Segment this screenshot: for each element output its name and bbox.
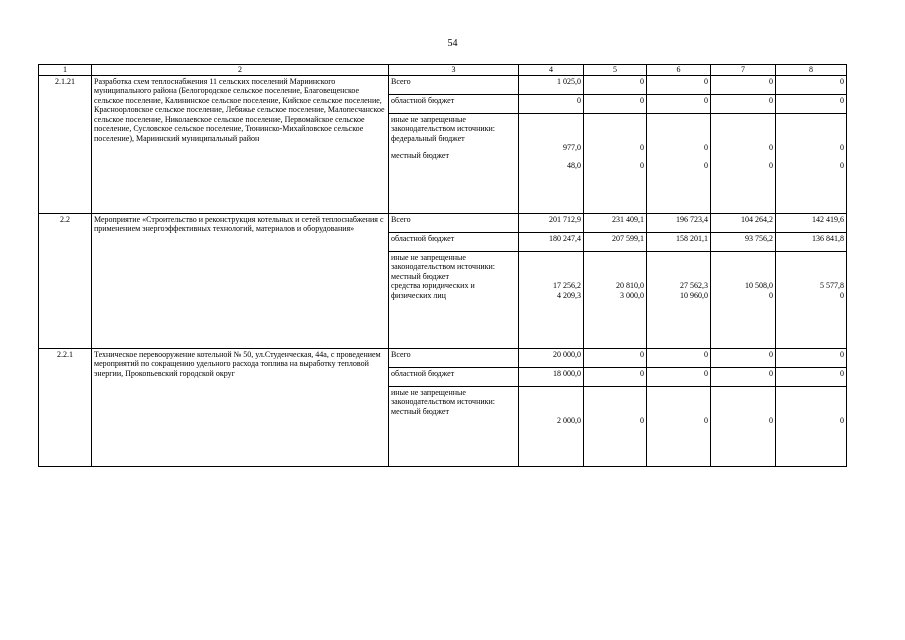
- value-cell: 20 810,0 3 000,0: [584, 251, 647, 348]
- value-cell: 0 0: [776, 113, 847, 213]
- value-cell: 104 264,2: [711, 213, 776, 232]
- value-cell: 2 000,0: [519, 386, 584, 466]
- table-row-total: [39, 348, 847, 367]
- value-cell: 180 247,4: [519, 232, 584, 251]
- value-cell: 0: [584, 94, 647, 113]
- value-cell: 0: [776, 386, 847, 466]
- value-cell: 136 841,8: [776, 232, 847, 251]
- column-header: 5: [584, 65, 647, 76]
- other-sources-cell: [389, 113, 519, 213]
- value-cell: 0: [711, 348, 776, 367]
- column-header: 2: [92, 65, 389, 76]
- value-cell: 0: [776, 348, 847, 367]
- source-label: областной бюджет: [389, 367, 519, 386]
- value-cell: 0: [711, 94, 776, 113]
- value-cell: 18 000,0: [519, 367, 584, 386]
- value-cell: 977,0 48,0: [519, 113, 584, 213]
- page-number: 54: [447, 38, 458, 49]
- value-cell: 0: [519, 94, 584, 113]
- item-description: Мероприятие «Строительство и реконструкция котельных и сетей теплоснабжения с применением энергоэффективных технологий, материалов и оборудования»: [92, 213, 389, 348]
- value-cell: 0: [584, 367, 647, 386]
- table-row-total: [39, 75, 847, 94]
- value-cell: 0 0: [584, 113, 647, 213]
- column-header-row: [39, 65, 847, 76]
- value-cell: 0 0: [647, 113, 711, 213]
- value-cell: 0: [647, 348, 711, 367]
- item-code: 2.1.21: [39, 75, 92, 213]
- other-sources-header: иные не запрещенные законодательством источники:: [391, 252, 496, 271]
- value-cell: 20 000,0: [519, 348, 584, 367]
- value-cell: 201 712,9: [519, 213, 584, 232]
- column-header: 6: [647, 65, 711, 76]
- column-header: 3: [389, 65, 519, 76]
- value-cell: 10 508,0 0: [711, 251, 776, 348]
- value-cell: 0: [776, 94, 847, 113]
- source-label: областной бюджет: [389, 232, 519, 251]
- value-cell: 142 419,6: [776, 213, 847, 232]
- value-cell: 207 599,1: [584, 232, 647, 251]
- value-cell: 0: [584, 75, 647, 94]
- item-code: 2.2.1: [39, 348, 92, 466]
- item-description: Техническое перевооружение котельной № 50, ул.Студенческая, 44а, с проведением мероприятий по сокращению удельного расхода топлива на выработку тепловой энергии, Прокопьевский городской округ: [92, 348, 389, 466]
- other-sources-header: иные не запрещенные законодательством источники:: [391, 387, 496, 406]
- value-cell: 196 723,4: [647, 213, 711, 232]
- table-row-total: [39, 213, 847, 232]
- value-cell: 27 562,3 10 960,0: [647, 251, 711, 348]
- value-cell: 0: [776, 367, 847, 386]
- value-cell: 158 201,1: [647, 232, 711, 251]
- value-cell: 0: [711, 367, 776, 386]
- value-cell: 1 025,0: [519, 75, 584, 94]
- value-cell: 0: [647, 386, 711, 466]
- source-label: областной бюджет: [389, 94, 519, 113]
- column-header: 1: [39, 65, 92, 76]
- item-description: Разработка схем теплоснабжения 11 сельских поселений Мариинского муниципального района (Белогородское сельское поселение, Благовещенское сельское поселение, Калининское сельское поселение, Кийское сельское поселение, Красноорловское сельское поселение, Лебяжье сельское поселение, Малопесчанское сельское поселение, Николаевское сельское поселение, Первомайское сельское поселение, Сусловское сельское поселение, Тюнинско-Михайловское сельское поселение), Мариинский муниципальный район: [92, 75, 389, 213]
- value-cell: 0: [711, 386, 776, 466]
- value-cell: 0: [584, 386, 647, 466]
- other-sources-header: иные не запрещенные законодательством источники:: [391, 114, 496, 133]
- value-cell: 0: [647, 94, 711, 113]
- value-cell: 0: [647, 367, 711, 386]
- column-header: 7: [711, 65, 776, 76]
- value-cell: 0: [711, 75, 776, 94]
- source-label: Всего: [389, 75, 519, 94]
- source-label: Всего: [389, 213, 519, 232]
- source-label: Всего: [389, 348, 519, 367]
- value-cell: 0: [647, 75, 711, 94]
- source-label: местный бюджет: [391, 151, 449, 160]
- value-cell: 0: [584, 348, 647, 367]
- source-label: средства юридических и физических лиц: [391, 281, 475, 300]
- value-cell: 17 256,2 4 209,3: [519, 251, 584, 348]
- other-sources-cell: [389, 386, 519, 466]
- value-cell: 5 577,8 0: [776, 251, 847, 348]
- item-code: 2.2: [39, 213, 92, 348]
- other-sources-cell: [389, 251, 519, 348]
- source-label: местный бюджет: [391, 406, 449, 416]
- source-label: местный бюджет: [391, 271, 449, 281]
- budget-table: [38, 64, 847, 467]
- column-header: 8: [776, 65, 847, 76]
- column-header: 4: [519, 65, 584, 76]
- value-cell: 93 756,2: [711, 232, 776, 251]
- value-cell: 0: [776, 75, 847, 94]
- source-label: федеральный бюджет: [391, 133, 465, 143]
- value-cell: 0 0: [711, 113, 776, 213]
- value-cell: 231 409,1: [584, 213, 647, 232]
